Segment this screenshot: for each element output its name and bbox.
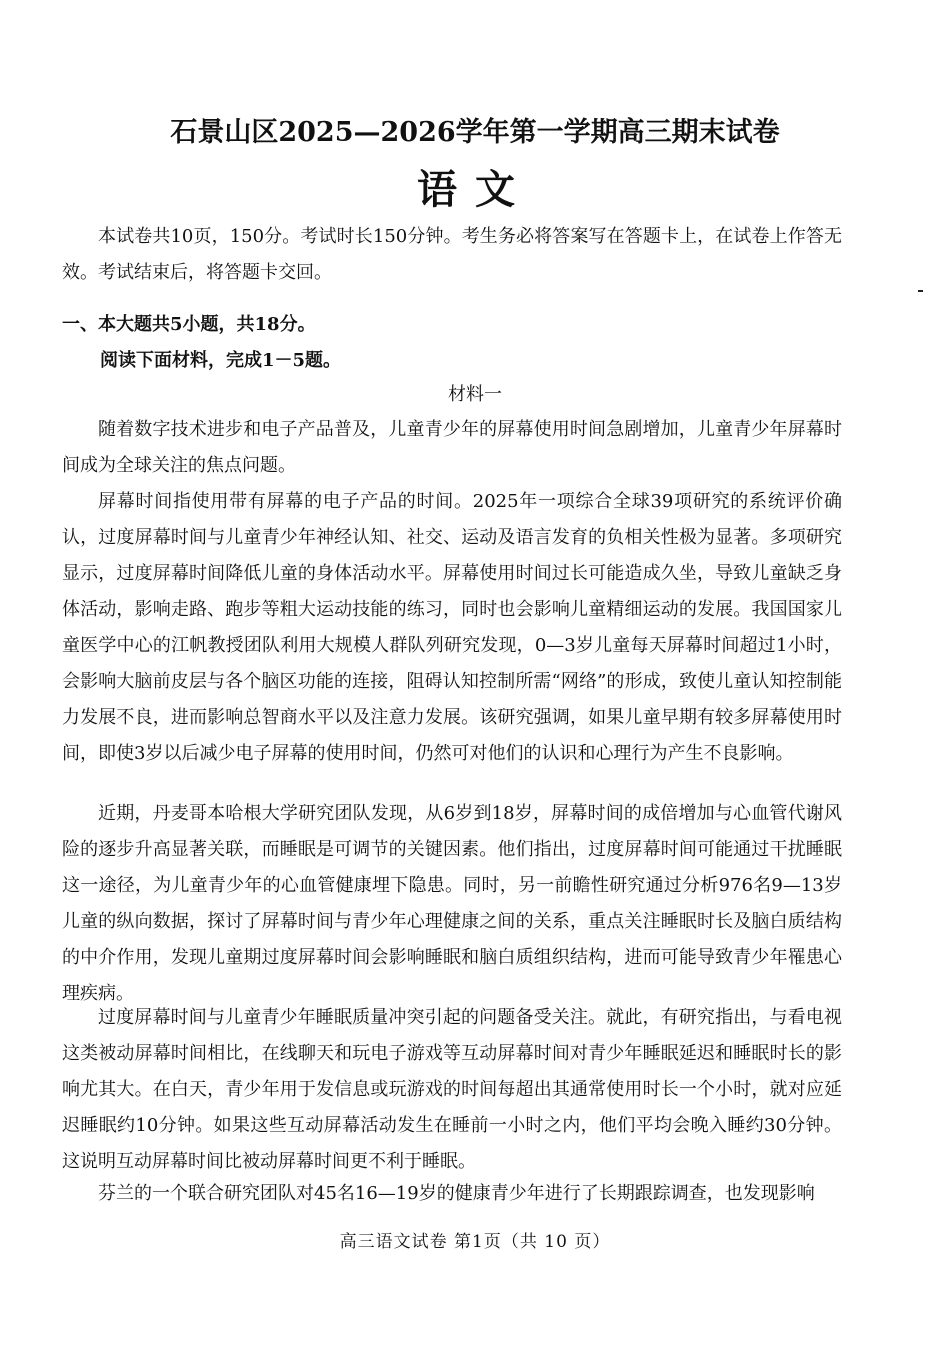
paragraph-1: 随着数字技术进步和电子产品普及，儿童青少年的屏幕使用时间急剧增加，儿童青少年屏幕时间成为全球关注的焦点问题。 [62,419,842,476]
reading-instruction: 阅读下面材料，完成1－5题。 [100,350,342,371]
scan-mark [918,290,923,292]
paragraph-4: 过度屏幕时间与儿童青少年睡眠质量冲突引起的问题备受关注。就此，有研究指出，与看电视这类被动屏幕时间相比，在线聊天和玩电子游戏等互动屏幕时间对青少年睡眠延迟和睡眠时长的影响尤其大。在白天，青少年用于发信息或玩游戏的时间每超出其通常使用时长一个小时，就对应延迟睡眠约10分钟。如果这些互动屏幕活动发生在睡前一小时之内，他们平均会晚入睡约30分钟。这说明互动屏幕时间比被动屏幕时间更不利于睡眠。 [62,1007,842,1172]
paragraph-2: 屏幕时间指使用带有屏幕的电子产品的时间。2025年一项综合全球39项研究的系统评价确认，过度屏幕时间与儿童青少年神经认知、社交、运动及语言发育的负相关性极为显著。多项研究显示，过度屏幕时间降低儿童的身体活动水平。屏幕使用时间过长可能造成久坐，导致儿童缺乏身体活动，影响走路、跑步等粗大运动技能的练习，同时也会影响儿童精细运动的发展。我国国家儿童医学中心的江帆教授团队利用大规模人群队列研究发现，0—3岁儿童每天屏幕时间超过1小时，会影响大脑前皮层与各个脑区功能的连接，阻碍认知控制所需“网络”的形成，致使儿童认知控制能力发展不良，进而影响总智商水平以及注意力发展。该研究强调，如果儿童早期有较多屏幕使用时间，即使3岁以后减少电子屏幕的使用时间，仍然可对他们的认识和心理行为产生不良影响。 [62,491,842,764]
page-footer: 高三语文试卷 第1页（共 10 页） [339,1232,611,1252]
material-title: 材料一 [448,384,502,405]
exam-intro: 本试卷共10页，150分。考试时长150分钟。考生务必将答案写在答题卡上，在试卷上作答无效。考试结束后，将答题卡交回。 [62,226,842,283]
paragraph-3: 近期，丹麦哥本哈根大学研究团队发现，从6岁到18岁，屏幕时间的成倍增加与心血管代谢风险的逐步升高显著关联，而睡眠是可调节的关键因素。他们指出，过度屏幕时间可能通过干扰睡眠这一途径，为儿童青少年的心血管健康埋下隐患。同时，另一前瞻性研究通过分析976名9—13岁儿童的纵向数据，探讨了屏幕时间与青少年心理健康之间的关系，重点关注睡眠时长及脑白质结构的中介作用，发现儿童期过度屏幕时间会影响睡眠和脑白质组织结构，进而可能导致青少年罹患心理疾病。 [62,803,842,1004]
paragraph-5: 芬兰的一个联合研究团队对45名16—19岁的健康青少年进行了长期跟踪调查，也发现影响 [98,1183,815,1204]
subject-title: 语文 [417,167,533,213]
exam-title: 石景山区2025—2026学年第一学期高三期末试卷 [170,117,780,148]
section-heading: 一、本大题共5小题，共18分。 [62,314,316,335]
